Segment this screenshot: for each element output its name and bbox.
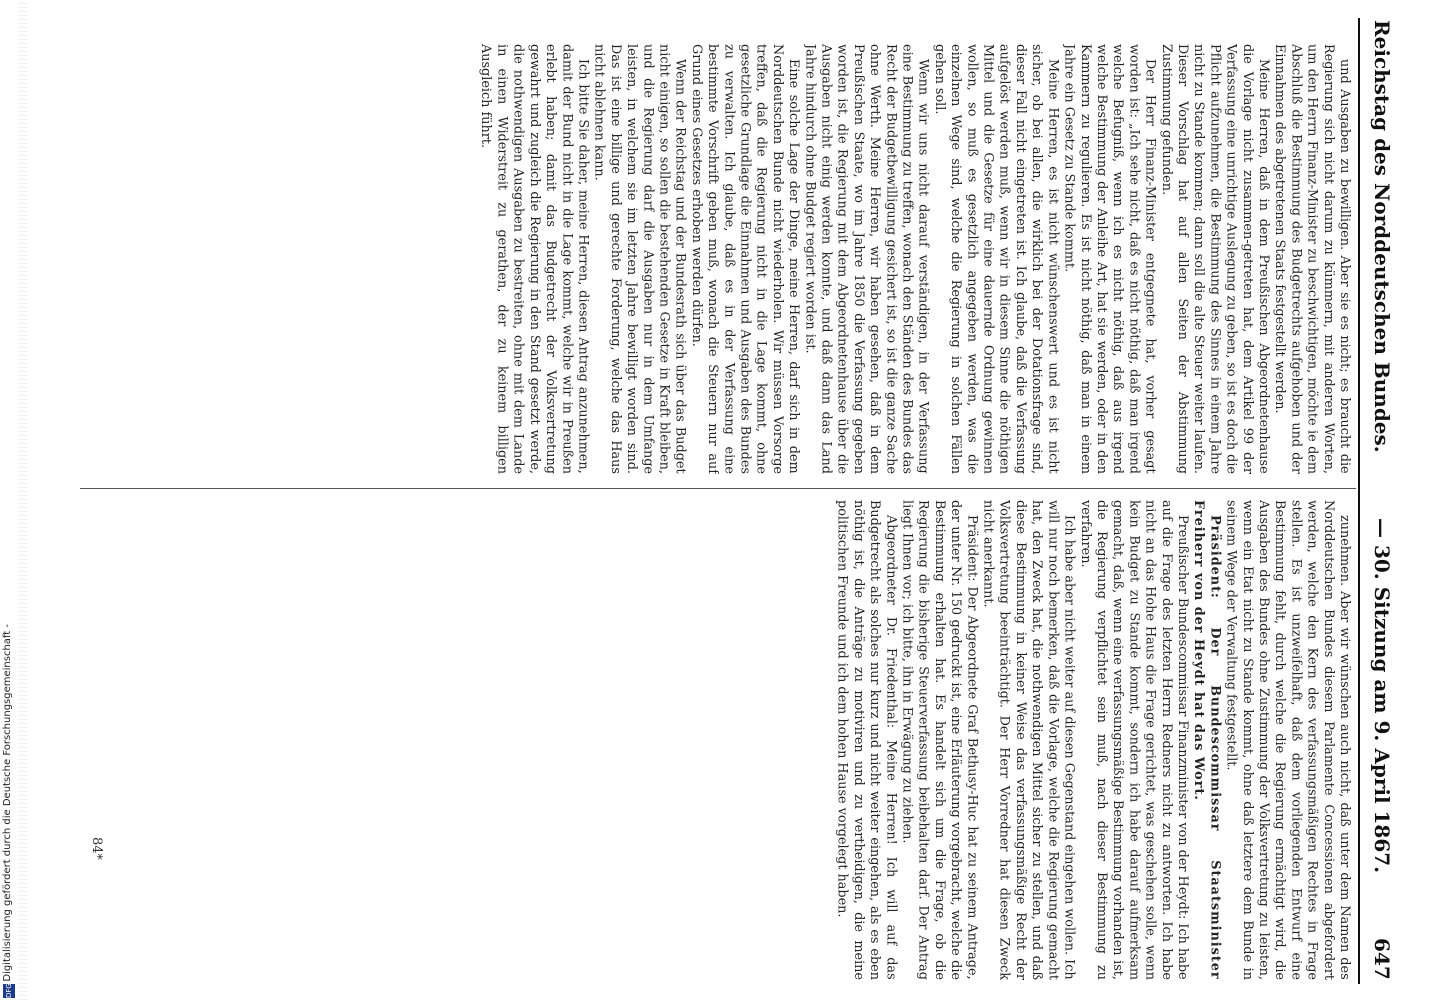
- column-divider: [80, 488, 1356, 489]
- paragraph: Wenn wir uns nicht darauf verständigen, in der Verfassung eine Bestimmung zu treffen, wonach den Ständen des Bundes das Recht der Budgetbewilligung gesichert ist, so ist die ganze Sache ohne Werth. Meine Herren, wir haben gesehen, daß in dem Preußischen Staate, wo im Jahre 1850 die Verfassung gegeben worden ist, die Regierung mit dem Abgeordnetenhause über die Ausgaben nicht einig werden konnte, und daß dann das Land Jahre hindurch ohne Budget regiert worden ist.: [802, 44, 931, 474]
- paragraph: Der Herr Finanz-Minister entgegnete hat, vorher gesagt worden ist: „Ich sehe nicht, daß es nicht nöthig, daß man irgend welche Befugniß, wenn ich es nicht nöthig, daß aus irgend welche Bestimmung der Anleihe Art, hat sie werden, oder in den Kammern zu regulieren. Es ist nicht nöthig, daß man in einem Jahre ein Gesetz zu Stande kommt.: [1061, 44, 1158, 474]
- speaker-line: Präsident: Der Bundescommissar Staatsminister Freiherr von der Heydt hat das Wort.: [1191, 500, 1223, 980]
- header-rule: [1358, 18, 1360, 984]
- paragraph: Ich bitte Sie daher, meine Herren, diesen Antrag anzunehmen, damit der Bund nicht in die Lage kommt, welche wir in Preußen erlebt haben; damit das Budgetrecht der Volksvertretung gewahrt und zugleich die Regierung in den Stand gesetzt werde, die nothwendigen Ausgaben zu bestreiten, ohne mit dem Lande in einen Widerstreit zu gerathen, der zu keinem billigen Ausgleich führt.: [478, 44, 591, 474]
- document-page: [20, 0, 1432, 1000]
- page-number: 647: [1370, 938, 1394, 980]
- paragraph: Eine solche Lage der Dinge, meine Herren, darf sich in dem Norddeutschen Bunde nicht wiederholen. Wir müssen Vorsorge treffen, daß die Regierung nicht in die Lage kommt, ohne gesetzliche Grundlage die Einnahmen und Ausgaben des Bundes zu verwalten. Ich glaube, daß es in der Verfassung eine bestimmte Vorschrift geben muß, wonach die Steuern nur auf Grund eines Gesetzes erhoben werden dürfen.: [688, 44, 802, 474]
- paragraph: und Ausgaben zu bewilligen. Aber sie es nicht; es braucht die Regierung sich nicht darum zu kümmern, mit anderen Worten, um den Herrn Finanz-Minister zu beschwichtigen, möchte ie dem Abschluß die Bestimmung des Budgetrechts aufgehoben und der Einnahmen des abgetretenen Staats festgestellt werden.: [1272, 44, 1352, 474]
- text-column-right: [82, 500, 1352, 980]
- paragraph: Ich habe aber nicht weiter auf diesen Gegenstand eingehen wollen. Ich will nur noch bemerken, daß die Vorlage, welche die Regierung gemacht hat, den Zweck hat, die nothwendigen Mittel sicher zu stellen, und daß diese Bestimmung in keiner Weise das verfassungsmäßige Recht der Volksvertretung beeinträchtigt. Der Herr Vorredner hat diesen Zweck nicht anerkannt.: [980, 500, 1077, 980]
- digitization-sidebar: [0, 0, 18, 1000]
- header-session: — 30. Sitzung am 9. April 1867.: [1370, 517, 1394, 874]
- sheet-signature: 84*: [89, 836, 104, 860]
- paragraph: Abgeordneter Dr. Friedenthal: Meine Herren! Ich will auf das Budgetrecht als solches nur kurz und nicht weiter eingehen, als es eben nöthig ist, die Anträge zu motiviren und zu vertheidigen, die meine politischen Freunde und ich dem hohen Hause vorgelegt haben.: [834, 500, 899, 980]
- digitization-credit: Digitalisierung gefördert durch die Deutsche Forschungsgemeinschaft -: [2, 624, 13, 982]
- header-title: Reichstag des Norddeutschen Bundes.: [1370, 20, 1394, 453]
- text-column-left: [82, 44, 1352, 474]
- paragraph: Preußischer Bundescommissar Finanzminister von der Heydt: Ich habe auf die Frage des letzten Herrn Redners nicht zu antworten. Ich habe nicht an das Hohe Haus die Frage gerichtet, was geschehen solle, wenn kein Budget zu Stande kommt, sondern ich habe darauf aufmerksam gemacht, daß, wenn eine verfassungsmäßige Bestimmung vorhanden ist, die Regierung verpflichtet sein muß, nach dieser Bestimmung zu verfahren.: [1077, 500, 1190, 980]
- paragraph: Präsident: Der Abgeordnete Graf Bethusy-Huc hat zu seinem Antrage, der unter Nr. 150 gedruckt ist, eine Erläuterung vorgebracht, welche die Bestimmung erhalten hat. Es handelt sich um die Frage, ob die Regierung die bisherige Steuerverfassung beibehalten darf. Der Antrag liegt Ihnen vor; ich bitte, ihn in Erwägung zu ziehen.: [899, 500, 980, 980]
- paragraph: Meine Herren, es ist nicht wünschenswert und es ist nicht sicher, ob bei allen, die wirklich bei der Dotationsfrage sind, dieser Fall nicht eingetreten ist. Ich glaube, daß die Verfassung aufgelöst werden muß, wenn wir in diesem Sinne die nöthigen Mittel und die Gesetze für eine dauernde Ordnung gewinnen wollen, so muß es gesetzlich angegeben werden, was die einzelnen Wege sind, welche die Regierung in solchen Fällen gehen soll.: [931, 44, 1061, 474]
- running-header: [1364, 20, 1394, 980]
- paragraph: zunehmen. Aber wir wünschen auch nicht, daß unter dem Namen des Norddeutschen Bundes diesem Parlamente Concessionen abgefordert werden, welche den Kern des verfassungsmäßigen Rechtes in Frage stellen. Es ist unzweifelhaft, daß dem vorliegenden Entwurf eine Bestimmung fehlt, durch welche die Regierung ermächtigt wird, die Ausgaben des Bundes ohne Zustimmung der Volksvertretung zu leisten, wenn ein Etat nicht zu Stande kommt, ohne daß letztere dem Bunde in seinem Wege der Verwaltung festgestellt.: [1223, 500, 1352, 980]
- dfg-logo: DFG: [5, 983, 13, 999]
- paragraph: Meine Herren, daß in dem Preußischen Abgeordnetenhause die Vorlage nicht zusammen-getreten hat, dem Artikel 99 der Verfassung eine unrichtige Auslegung zu geben, so ist es doch die Pflicht aufzunehmen, die Bestimmung des Sinnes in einem Jahre nicht zu Stande kommen; dann soll die alte Steuer weiter laufen. Dieser Vorschlag hat auf allen Seiten der Abstimmung Zustimmung gefunden.: [1158, 44, 1271, 474]
- paragraph: Wenn der Reichstag und der Bundesrath sich über das Budget nicht einigen, so sollen die bestehenden Gesetze in Kraft bleiben, und die Regierung darf die Ausgaben nur in dem Umfange leisten, in welchem sie im letzten Jahre bewilligt worden sind. Das ist eine billige und gerechte Forderung, welche das Haus nicht ablehnen kann.: [591, 44, 688, 474]
